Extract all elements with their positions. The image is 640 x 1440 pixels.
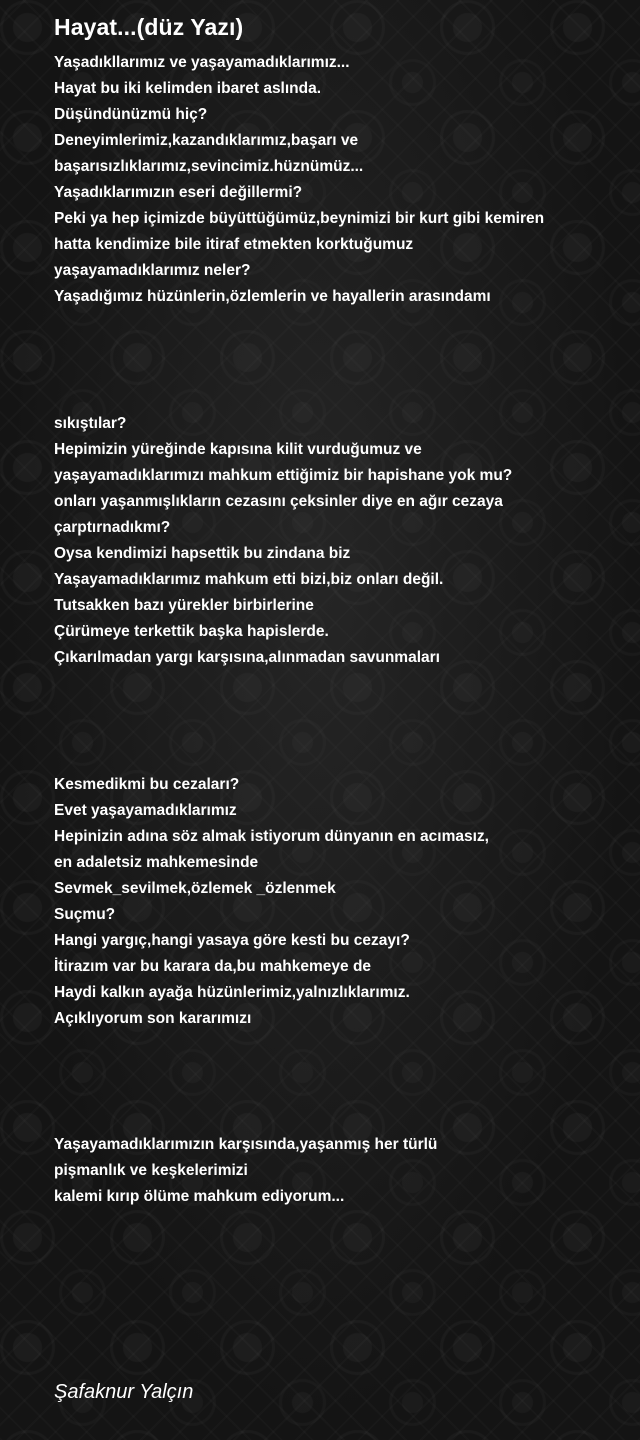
poem-line: başarısızlıklarımız,sevincimiz.hüznümüz... [54,158,364,175]
poem-line: Yaşayamadıklarımız mahkum etti bizi,biz onları değil. [54,571,444,588]
poem-line: Hangi yargıç,hangi yasaya göre kesti bu cezayı? [54,932,410,949]
poem-line: Sevmek_sevilmek,özlemek _özlenmek [54,880,336,897]
poem-line: Kesmedikmi bu cezaları? [54,776,240,793]
poem-title: Hayat...(düz Yazı) [54,14,244,40]
poem-line: Evet yaşayamadıklarımız [54,802,237,819]
poem-line: Hayat bu iki kelimden ibaret aslında. [54,80,322,97]
poem-line: yaşayamadıklarımızı mahkum ettiğimiz bir hapishane yok mu? [54,467,513,484]
poem-line: Yaşadıkllarımız ve yaşayamadıklarımız... [54,54,350,71]
poem-line: çarptırnadıkmı? [54,519,171,536]
poem-line: Yaşayamadıklarımızın karşısında,yaşanmış her türlü [54,1136,438,1153]
poem-line: en adaletsiz mahkemesinde [54,854,259,871]
poem-line: Suçmu? [54,906,116,923]
poem-line: Çıkarılmadan yargı karşısına,alınmadan savunmaları [54,649,440,666]
poem-line: Yaşadığımız hüzünlerin,özlemlerin ve hayallerin arasındamı [54,288,491,305]
poem-line: pişmanlık ve keşkelerimizi [54,1162,248,1179]
poem-line: Deneyimlerimiz,kazandıklarımız,başarı ve [54,132,359,149]
stanza-2 [54,411,620,671]
poem-line: İtirazım var bu karara da,bu mahkemeye de [54,958,372,975]
poem-line: yaşayamadıklarımız neler? [54,262,251,279]
poem-line: Oysa kendimizi hapsettik bu zindana biz [54,545,351,562]
author-name: Şafaknur Yalçın [54,1381,194,1403]
poem-line: Yaşadıklarımızın eseri değillermi? [54,184,303,201]
poem-line: hatta kendimize bile itiraf etmekten korktuğumuz [54,236,414,253]
poem-line: Düşündünüzmü hiç? [54,106,208,123]
poem-line: onları yaşanmışlıkların cezasını çeksinler diye en ağır cezaya [54,493,503,510]
poem-line: Peki ya hep içimizde büyüttüğümüz,beynimizi bir kurt gibi kemiren [54,210,545,227]
stanza-1 [54,50,620,310]
poem-line: sıkıştılar? [54,415,127,432]
poem-line: Çürümeye terkettik başka hapislerde. [54,623,329,640]
poem-line: Hepimizin yüreğinde kapısına kilit vurduğumuz ve [54,441,422,458]
poem-line: Tutsakken bazı yürekler birbirlerine [54,597,314,614]
stanza-4 [54,1132,620,1210]
poem-line: Açıklıyorum son kararımızı [54,1010,252,1027]
stanza-3 [54,772,620,1032]
poem-line: Hepinizin adına söz almak istiyorum dünyanın en acımasız, [54,828,489,845]
poem-line: Haydi kalkın ayağa hüzünlerimiz,yalnızlıklarımız. [54,984,410,1001]
poem-line: kalemi kırıp ölüme mahkum ediyorum... [54,1188,345,1205]
